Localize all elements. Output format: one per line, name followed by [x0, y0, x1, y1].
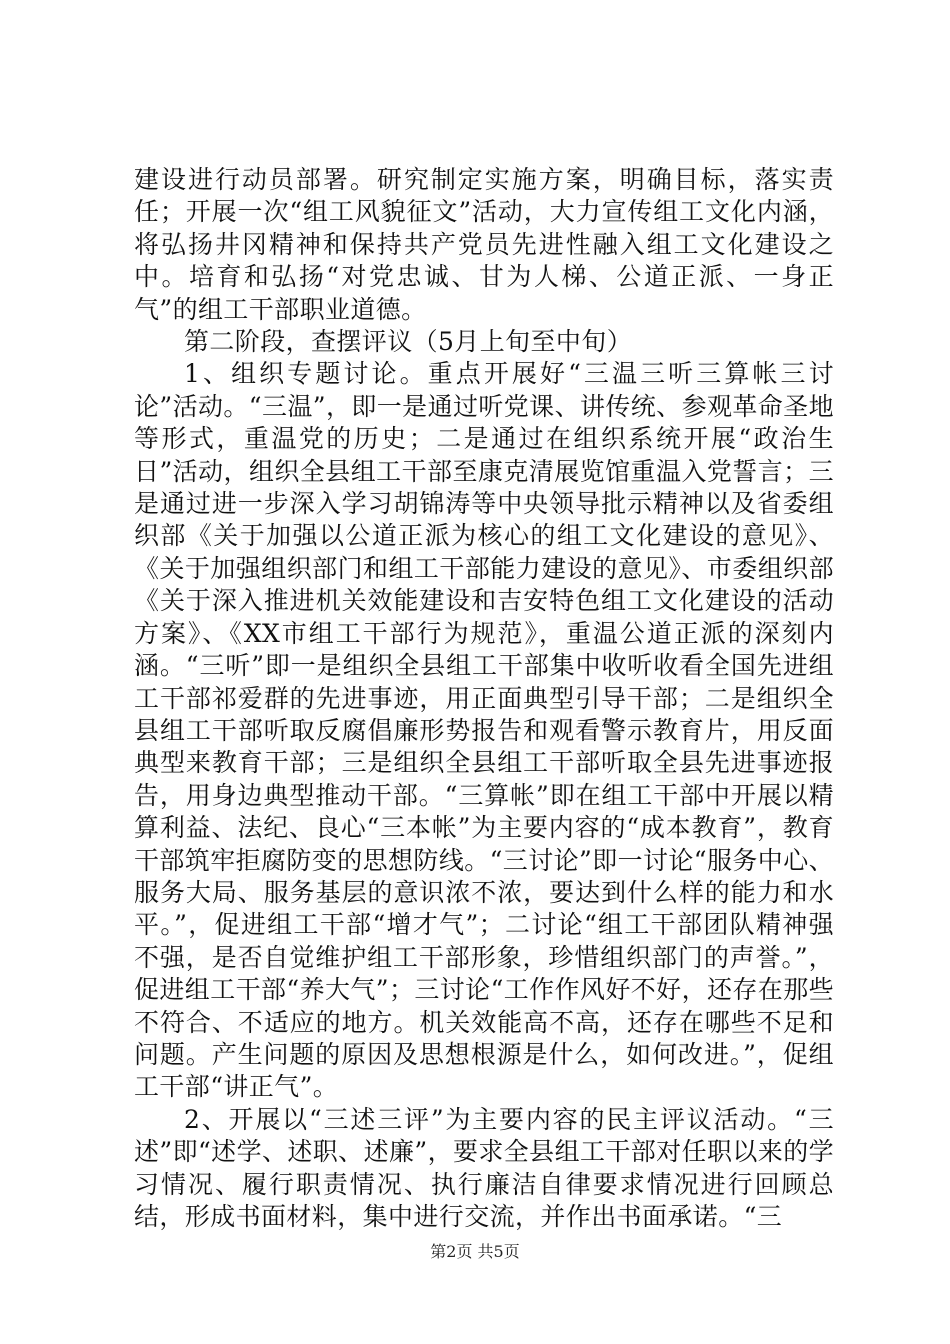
paragraph-topic-discussion: 1、组织专题讨论。重点开展好“三温三听三算帐三讨论”活动。“三温”，即一是通过听党课、讲传统、参观革命圣地等形式，重温党的历史；二是通过在组织系统开展“政治生日”活动，组织全县组工干部至康克清展览馆重温入党誓言；三是通过进一步深入学习胡锦涛等中央领导批示精神以及省委组织部《关于加强以公道正派为核心的组工文化建设的意见》、《关于加强组织部门和组工干部能力建设的意见》、市委组织部《关于深入推进机关效能建设和吉安特色组工文化建设的活动方案》、《XX市组工干部行为规范》，重温公道正派的深刻内涵。“三听”即一是组织全县组工干部集中收听收看全国先进组工干部祁爱群的先进事迹，用正面典型引导干部；二是组织全县组工干部听取反腐倡廉形势报告和观看警示教育片，用反面典型来教育干部；三是组织全县组工干部听取全县先进事迹报告，用身边典型推动干部。“三算帐”即在组工干部中开展以精算利益、法纪、良心“三本帐”为主要内容的“成本教育”，教育干部筑牢拒腐防变的思想防线。“三讨论”即一讨论“服务中心、服务大局、服务基层的意识浓不浓，要达到什么样的能力和水平。”，促进组工干部“增才气”；二讨论“组工干部团队精神强不强，是否自觉维护组工干部形象，珍惜组织部门的声誉。”，促进组工干部“养大气”；三讨论“工作作风好不好，还存在那些不符合、不适应的地方。机关效能高不高，还存在哪些不足和问题。产生问题的原因及思想根源是什么，如何改进。”，促组工干部“讲正气”。: [134, 359, 834, 1102]
page-footer: 第2页 共5页: [430, 1242, 520, 1261]
document-body: [134, 164, 834, 1233]
paragraph-stage-heading: 第二阶段，查摆评议（5月上旬至中旬）: [184, 327, 633, 357]
paragraph-democratic-review: 2、开展以“三述三评”为主要内容的民主评议活动。“三述”即“述学、述职、述廉”，要求全县组工干部对任职以来的学习情况、履行职责情况、执行廉洁自律要求情况进行回顾总结，形成书面材料，集中进行交流，并作出书面承诺。“三: [134, 1104, 834, 1231]
paragraph-intro: 建设进行动员部署。研究制定实施方案，明确目标，落实责任；开展一次“组工风貌征文”活动，大力宣传组工文化内涵，将弘扬井冈精神和保持共产党员先进性融入组工文化建设之中。培育和弘扬“对党忠诚、甘为人梯、公道正派、一身正气”的组工干部职业道德。: [134, 165, 834, 324]
